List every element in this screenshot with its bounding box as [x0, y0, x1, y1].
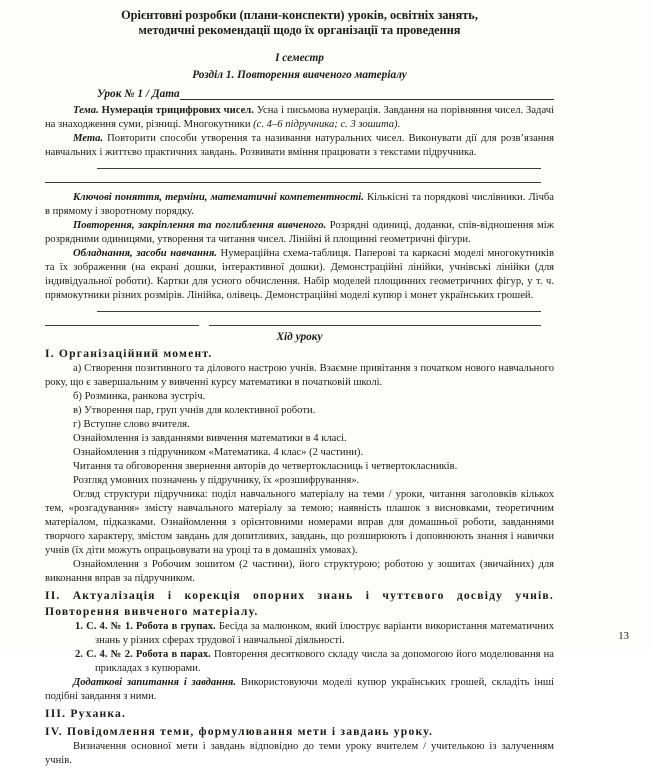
- repetition-label: Повторення, закріплення та поглиблення вивченого.: [73, 220, 327, 231]
- task-1-text: Бесіда за малюнком, який ілюструє варіанти використання математичних знань у різних сферах трудової і навчальної діяльності.: [95, 621, 554, 646]
- task-2-number: 2.: [75, 649, 83, 660]
- section-1-item-g: г) Вступне слово вчителя.: [73, 419, 190, 430]
- write-in-rule-2: [45, 182, 541, 183]
- equipment-paragraph: [45, 247, 554, 303]
- semester-heading: І семестр: [275, 52, 324, 64]
- section-1-paragraph-3: Читання та обговорення звернення авторів до четвертокласниць і четвертокласників.: [73, 461, 458, 472]
- document-header: [45, 8, 554, 38]
- task-2-text: Повторення десяткового складу числа за допомогою його моделювання на прикладах з купюрами.: [95, 649, 554, 674]
- extra-questions-paragraph: [45, 676, 554, 704]
- tema-topic: Нумерація трицифрових чисел.: [101, 105, 254, 116]
- task-1-reference: С. 4. № 1. Робота в групах.: [86, 621, 216, 632]
- key-concepts-paragraph: [45, 191, 554, 219]
- meta-paragraph: [45, 132, 554, 160]
- date-write-in-line: [180, 99, 554, 100]
- lesson-flow-heading: Хід уроку: [276, 331, 323, 343]
- section-2-task-2: [45, 648, 554, 676]
- section-1-item-v: в) Утворення пар, груп учнів для колективної роботи.: [73, 405, 316, 416]
- page-number: 13: [618, 630, 629, 642]
- key-concepts-text: Кількісні та порядкові числівники. Лічба в прямому і зворотному порядку.: [45, 192, 554, 217]
- tema-paragraph: [45, 104, 554, 132]
- lesson-number-row: [97, 87, 554, 101]
- meta-label: Мета.: [73, 133, 104, 144]
- write-in-rule-4-left: [45, 325, 199, 326]
- write-in-rule-4: [45, 325, 541, 326]
- tema-label: Тема.: [73, 105, 99, 116]
- equipment-text: Нумераційна схема-таблиця. Паперові та каркасні моделі многокутників та їх зображення (на екрані дошки, інтерактивної дошки). Демонстраційні лінійки, учнівські лінійки (для індивідуальної роботи). Картки для усного обчислення. Набір моделей площинних геометричних фігур, у т. ч. прямокутники різних розмірів. Лінійка, олівець. Демонстраційні моделі купюр і монет українських грошей.: [45, 248, 554, 301]
- extra-questions-label: Додаткові запитання і завдання.: [73, 677, 237, 688]
- tema-page-reference: (с. 4–6 підручника; с. 3 зошита).: [253, 119, 401, 130]
- write-in-rule-3: [97, 311, 541, 312]
- task-1-number: 1.: [75, 621, 83, 632]
- tema-text: Усна і письмова нумерація. Завдання на порівняння чисел. Задачі на знаходження суми, різниці. Многокутники: [45, 105, 554, 130]
- section-1-paragraph-2: Ознайомлення з підручником «Математика. 4 клас» (2 частини).: [73, 447, 364, 458]
- section-1-item-b: б) Розминка, ранкова зустріч.: [73, 391, 206, 402]
- extra-questions-text: Використовуючи моделі купюр українських грошей, складіть інші подібні завдання з ними.: [45, 677, 554, 702]
- section-1-heading: І. Організаційний момент.: [45, 347, 213, 360]
- section-2-heading: ІІ. Актуалізація і корекція опорних знань і чуттєвого досвіду учнів. Повторення вивченого матеріалу.: [45, 589, 554, 618]
- section-1-paragraph-6: Ознайомлення з Робочим зошитом (2 частини), його структурою; роботою у зошитах (звичайних) для виконання вправ за підручником.: [45, 559, 554, 584]
- equipment-label: Обладнання, засоби навчання.: [73, 248, 217, 259]
- repetition-paragraph: [45, 219, 554, 247]
- section-1-paragraph-4: Розгляд умовних позначень у підручнику, їх «розшифрування».: [73, 475, 360, 486]
- write-in-rule-1: [97, 168, 541, 169]
- repetition-text: Розрядні одиниці, доданки, спів-відношення між розрядними одиницями, утворення та читання чисел. Лінійні й площинні геометричні фігури.: [45, 220, 554, 245]
- section-2-task-1: [45, 620, 554, 648]
- write-in-rule-4-right: [209, 325, 541, 326]
- section-1-item-a: а) Створення позитивного та ділового настрою учнів. Взаємне привітання з початком нового навчального року, що є завершальним у вивченні курсу математики в початковій школі.: [45, 363, 554, 388]
- section-3-heading: ІІІ. Руханка.: [45, 707, 127, 720]
- chapter-heading: Розділ 1. Повторення вивченого матеріалу: [192, 69, 407, 81]
- section-1-paragraph-1: Ознайомлення із завданнями вивчення математики в 4 класі.: [73, 433, 347, 444]
- document-header-line1: Орієнтовні розробки (плани-конспекти) уроків, освітніх занять,: [121, 8, 478, 22]
- section-1-paragraph-5: Огляд структури підручника: поділ навчального матеріалу на теми / уроки, читання заголовків кількох тем, «розгадування» змісту навчального матеріалу за темою; наявність плашок з висновками, теоретичним матеріалом, підказками. Ознайомлення з орієнтовними номерами вправ для домашньої роботи, завданнями творчого характеру, змістом завдань для допитливих, завдань, що розширюють і доповнюють знання і навички учнів (їх діти можуть опрацьовувати на уроці та в домашніх умовах).: [45, 489, 554, 556]
- key-concepts-label: Ключові поняття, терміни, математичні компетентності.: [73, 192, 364, 203]
- task-2-reference: С. 4. № 2. Робота в парах.: [86, 649, 211, 660]
- meta-text: Повторити способи утворення та називання натуральних чисел. Виконувати дії для розв’язання навчальних і життєво практичних завдань. Розвивати вміння працювати з текстами підручника.: [45, 133, 554, 158]
- section-4-heading: IV. Повідомлення теми, формулювання мети і завдань уроку.: [45, 725, 434, 738]
- section-4-text: Визначення основної мети і завдань відповідно до теми уроку вчителем / учителькою із залученням учнів.: [45, 741, 554, 766]
- document-header-line2: методичні рекомендації щодо їх організації та проведення: [138, 23, 461, 37]
- lesson-number-label: Урок № 1 / Дата: [97, 88, 180, 100]
